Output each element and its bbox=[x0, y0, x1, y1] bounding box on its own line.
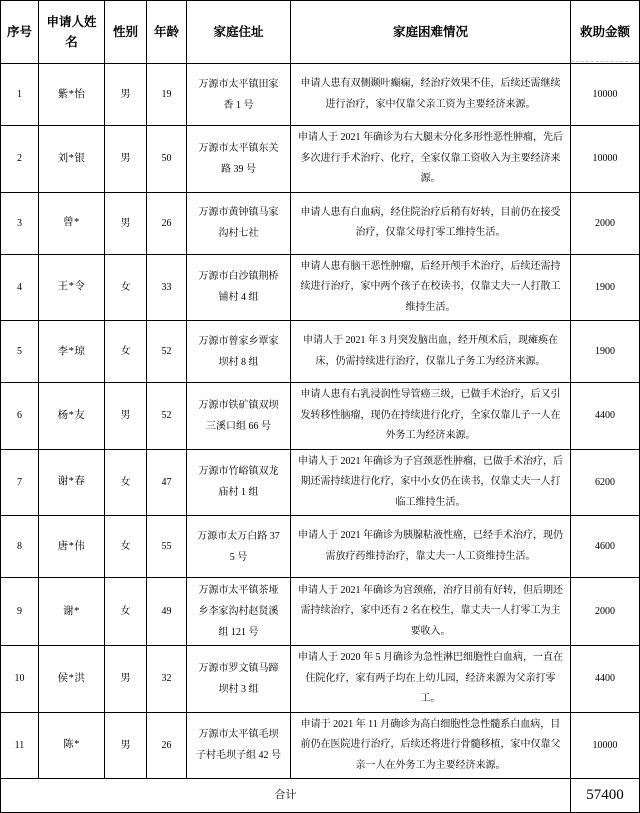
column-header-aid-amount: 救助金额 bbox=[571, 1, 640, 64]
cell-home-address: 万源市竹峪镇双龙庙村 1 组 bbox=[187, 449, 291, 516]
cell-serial-number: 4 bbox=[1, 254, 39, 321]
cell-applicant-name: 曾* bbox=[39, 192, 105, 254]
cell-gender: 男 bbox=[105, 126, 147, 193]
cell-age: 32 bbox=[147, 646, 187, 713]
table-row bbox=[1, 64, 640, 126]
cell-applicant-name: 谢* bbox=[39, 578, 105, 646]
cell-difficulty-description: 申请人患有脑干恶性肿瘤，后经开颅手术治疗，后续还需持续进行治疗，家中两个孩子在校读书，仅靠丈夫一人打散工维持生活。 bbox=[291, 254, 571, 321]
column-header-address: 家庭住址 bbox=[187, 1, 291, 64]
cell-aid-amount: 4600 bbox=[571, 516, 640, 578]
cell-difficulty-description: 申请人患有白血病，经住院治疗后稍有好转，目前仍在接受治疗，仅靠父母打零工维持生活。 bbox=[291, 192, 571, 254]
cell-serial-number: 1 bbox=[1, 64, 39, 126]
cell-home-address: 万源市黄钟镇马家沟村七社 bbox=[187, 192, 291, 254]
cell-serial-number: 7 bbox=[1, 449, 39, 516]
cell-difficulty-description: 申请人于 2021 年确诊为宫颈癌，治疗目前有好转，但后期还需持续治疗，家中还有 2 名在校生，靠丈夫一人打零工为主要收入。 bbox=[291, 578, 571, 646]
cell-gender: 女 bbox=[105, 449, 147, 516]
cell-home-address: 万源市曾家乡覃家坝村 8 组 bbox=[187, 321, 291, 383]
table-row bbox=[1, 126, 640, 193]
cell-aid-amount: 6200 bbox=[571, 449, 640, 516]
cell-age: 33 bbox=[147, 254, 187, 321]
table-body bbox=[1, 64, 640, 779]
cell-gender: 女 bbox=[105, 516, 147, 578]
cell-aid-amount: 10000 bbox=[571, 712, 640, 779]
cell-difficulty-description: 申请人于 2020 年 5 月确诊为急性淋巴细胞性白血病，一直在住院化疗，家有两子均在上幼儿园，经济来源为父亲打零工。 bbox=[291, 646, 571, 713]
cell-home-address: 万源市白沙镇荆桥铺村 4 组 bbox=[187, 254, 291, 321]
cell-home-address: 万源市太万白路 375 号 bbox=[187, 516, 291, 578]
cell-applicant-name: 刘*银 bbox=[39, 126, 105, 193]
table-row bbox=[1, 254, 640, 321]
cell-serial-number: 11 bbox=[1, 712, 39, 779]
cell-age: 52 bbox=[147, 321, 187, 383]
cell-gender: 男 bbox=[105, 192, 147, 254]
cell-gender: 女 bbox=[105, 578, 147, 646]
cell-gender: 男 bbox=[105, 646, 147, 713]
cell-difficulty-description: 申请人患有双侧颞叶癫痫，经治疗效果不佳，后续还需继续进行治疗，家中仅靠父亲工资为主要经济来源。 bbox=[291, 64, 571, 126]
cell-aid-amount: 10000 bbox=[571, 64, 640, 126]
table-row bbox=[1, 449, 640, 516]
cell-gender: 男 bbox=[105, 383, 147, 450]
cell-age: 49 bbox=[147, 578, 187, 646]
cell-gender: 男 bbox=[105, 64, 147, 126]
cell-aid-amount: 10000 bbox=[571, 126, 640, 193]
cell-age: 50 bbox=[147, 126, 187, 193]
cell-serial-number: 10 bbox=[1, 646, 39, 713]
total-label: 合计 bbox=[1, 779, 571, 813]
column-header-age: 年龄 bbox=[147, 1, 187, 64]
cell-age: 47 bbox=[147, 449, 187, 516]
total-amount: 57400 bbox=[571, 779, 640, 813]
table-row bbox=[1, 578, 640, 646]
cell-serial-number: 9 bbox=[1, 578, 39, 646]
cell-home-address: 万源市罗文镇马蹄坝村 3 组 bbox=[187, 646, 291, 713]
cell-aid-amount: 4400 bbox=[571, 383, 640, 450]
cell-gender: 男 bbox=[105, 712, 147, 779]
cell-applicant-name: 李*琼 bbox=[39, 321, 105, 383]
table-row bbox=[1, 712, 640, 779]
table-row bbox=[1, 321, 640, 383]
column-header-gender: 性别 bbox=[105, 1, 147, 64]
cell-gender: 女 bbox=[105, 254, 147, 321]
cell-applicant-name: 陈* bbox=[39, 712, 105, 779]
cell-age: 26 bbox=[147, 192, 187, 254]
cell-aid-amount: 4400 bbox=[571, 646, 640, 713]
cell-difficulty-description: 申请于 2021 年 11 月确诊为高白细胞性急性髓系白血病，目前仍在医院进行治疗，后续还将进行骨髓移植，家中仅靠父亲一人在外务工为主要经济来源。 bbox=[291, 712, 571, 779]
cell-serial-number: 8 bbox=[1, 516, 39, 578]
cell-difficulty-description: 申请人于 2021 年确诊为胰腺粘液性癌，已经手术治疗，现仍需放疗药维持治疗，靠丈夫一人工资维持生活。 bbox=[291, 516, 571, 578]
cell-difficulty-description: 申请人患有右乳浸润性导管癌三级，已做手术治疗，后又引发转移性脑瘤，现仍在持续进行化疗，全家仅靠儿子一人在外务工为经济来源。 bbox=[291, 383, 571, 450]
cell-difficulty-description: 申请人于 2021 年确诊为子宫颈恶性肿瘤，已做手术治疗，后期还需持续进行化疗，家中小女仍在读书，仅靠丈夫一人打临工维持生活。 bbox=[291, 449, 571, 516]
cell-aid-amount: 2000 bbox=[571, 578, 640, 646]
cell-difficulty-description: 申请人于 2021 年确诊为右大腿未分化多形性恶性肿瘤，先后多次进行手术治疗、化疗，全家仅靠工资收入为主要经济来源。 bbox=[291, 126, 571, 193]
cell-home-address: 万源市太平镇田家香 1 号 bbox=[187, 64, 291, 126]
cell-applicant-name: 侯*洪 bbox=[39, 646, 105, 713]
table-footer bbox=[1, 779, 640, 813]
total-row bbox=[1, 779, 640, 813]
cell-applicant-name: 杨*友 bbox=[39, 383, 105, 450]
cell-aid-amount: 1900 bbox=[571, 254, 640, 321]
cell-applicant-name: 唐*伟 bbox=[39, 516, 105, 578]
cell-home-address: 万源市太平镇东关路 39 号 bbox=[187, 126, 291, 193]
cell-difficulty-description: 申请人于 2021 年 3 月突发脑出血，经开颅术后，现瘫痪在床，仍需持续进行治疗，仅靠儿子务工为经济来源。 bbox=[291, 321, 571, 383]
cell-serial-number: 5 bbox=[1, 321, 39, 383]
table-row bbox=[1, 646, 640, 713]
cell-aid-amount: 1900 bbox=[571, 321, 640, 383]
cell-applicant-name: 谢*春 bbox=[39, 449, 105, 516]
cell-home-address: 万源市太平镇毛坝子村毛坝子组 42 号 bbox=[187, 712, 291, 779]
column-header-no: 序号 bbox=[1, 1, 39, 64]
cell-age: 19 bbox=[147, 64, 187, 126]
cell-applicant-name: 王*令 bbox=[39, 254, 105, 321]
cell-home-address: 万源市铁矿镇双坝三溪口组 66 号 bbox=[187, 383, 291, 450]
table-row bbox=[1, 516, 640, 578]
column-header-difficulty: 家庭困难情况 bbox=[291, 1, 571, 64]
table-row bbox=[1, 192, 640, 254]
cell-serial-number: 3 bbox=[1, 192, 39, 254]
cell-aid-amount: 2000 bbox=[571, 192, 640, 254]
cell-serial-number: 6 bbox=[1, 383, 39, 450]
cell-age: 55 bbox=[147, 516, 187, 578]
table-row bbox=[1, 383, 640, 450]
cell-age: 52 bbox=[147, 383, 187, 450]
cell-applicant-name: 紫*怡 bbox=[39, 64, 105, 126]
cell-home-address: 万源市太平镇茶垭乡李家沟村赵贤溪组 121 号 bbox=[187, 578, 291, 646]
table-header bbox=[1, 1, 640, 64]
cell-serial-number: 2 bbox=[1, 126, 39, 193]
column-header-applicant-name: 申请人姓名 bbox=[39, 1, 105, 64]
cell-age: 26 bbox=[147, 712, 187, 779]
cell-gender: 女 bbox=[105, 321, 147, 383]
